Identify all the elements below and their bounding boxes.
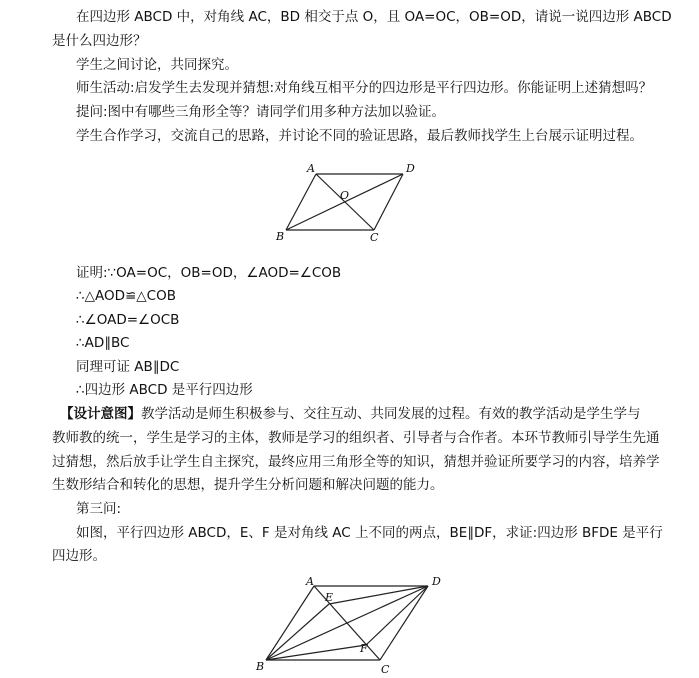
text-line-4: 师生活动:启发学生去发现并猜想:对角线互相平分的四边形是平行四边形。你能证明上述猜想吗？ (76, 80, 653, 96)
section-heading-third-question: 第三问: (76, 501, 122, 517)
text-line-3: 学生之间讨论，共同探究。 (76, 57, 238, 73)
design-intent-line-1 (60, 404, 641, 424)
segment-fd (366, 586, 428, 645)
question-line-2: 四边形。 (52, 548, 106, 564)
proof-line-1: 证明:∵OA=OC，OB=OD，∠AOD=∠COB (76, 265, 342, 281)
design-intent-line-4: 生数形结合和转化的思想，提升学生分析问题和解决问题的能力。 (52, 477, 444, 493)
text-line-5: 提问:图中有哪些三角形全等？请同学们用多种方法加以验证。 (76, 104, 446, 120)
proof-line-4: ∴AD∥BC (76, 335, 130, 351)
label-f: F (360, 642, 368, 655)
design-intent-line-2: 教师教的统一，学生是学习的主体，教师是学习的组织者、引导者与合作者。本环节教师引导学生先通 (52, 430, 660, 446)
diagonal-bd (286, 174, 403, 230)
question-line-1: 如图，平行四边形 ABCD，E、F 是对角线 AC 上不同的两点，BE∥DF，求证:四边形 BFDE 是平行 (76, 525, 663, 541)
design-intent-text-1: 教学活动是师生积极参与、交往互动、共同发展的过程。有效的教学活动是学生学与 (141, 406, 641, 422)
text-line-1: 在四边形 ABCD 中，对角线 AC，BD 相交于点 O，且 OA=OC，OB=OD，请说一说四边形 ABCD (76, 9, 672, 25)
side-ab (286, 174, 316, 230)
text-line-2: 是什么四边形？ (52, 33, 147, 49)
parallelogram-figure-2 (248, 574, 453, 678)
side-cd (374, 174, 403, 230)
design-intent-line-3: 过猜想，然后放手让学生自主探究，最终应用三角形全等的知识，猜想并验证所要学习的内容，培养学 (52, 454, 660, 470)
label-b: B (256, 660, 265, 673)
proof-line-5: 同理可证 AB∥DC (76, 359, 180, 375)
label-b: B (276, 230, 285, 243)
proof-line-6: ∴四边形 ABCD 是平行四边形 (76, 382, 253, 398)
label-e: E (325, 591, 334, 604)
label-o: O (340, 189, 350, 202)
proof-line-2: ∴△AOD≌△COB (76, 288, 176, 304)
label-d: D (406, 162, 415, 175)
parallelogram-figure-1 (270, 160, 430, 250)
label-a: A (306, 575, 314, 588)
label-d: D (432, 575, 441, 588)
proof-line-3: ∴∠OAD=∠OCB (76, 312, 180, 328)
design-intent-tag: 【设计意图】 (60, 406, 141, 422)
label-c: C (370, 231, 379, 244)
label-a: A (307, 162, 315, 175)
label-c: C (381, 663, 390, 676)
segment-ed (329, 586, 428, 604)
text-line-6: 学生合作学习，交流自己的思路，并讨论不同的验证思路，最后教师找学生上台展示证明过程。 (76, 128, 643, 144)
